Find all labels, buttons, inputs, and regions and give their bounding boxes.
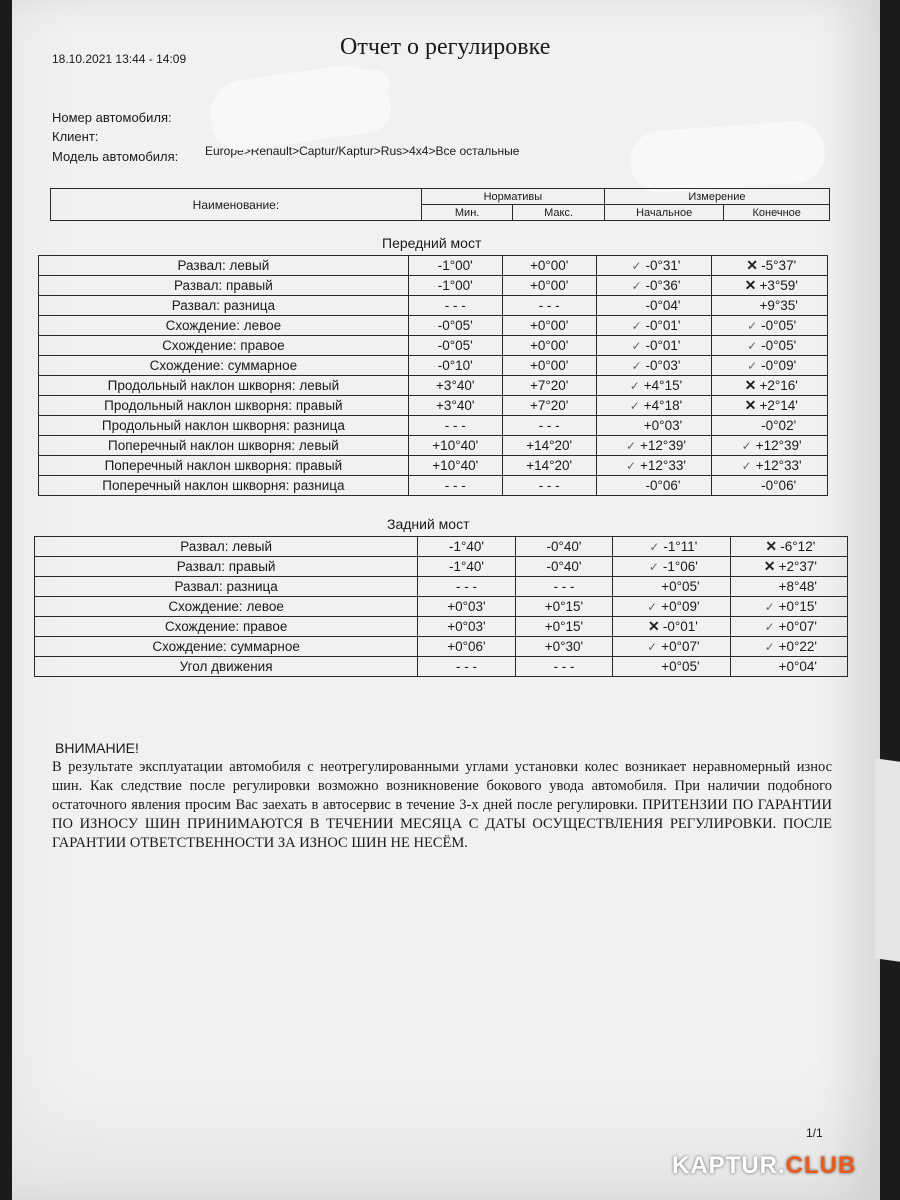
norm-max-text: +14°20'	[526, 458, 573, 473]
parameter-name	[39, 316, 409, 336]
norm-min	[408, 376, 502, 396]
table-row	[39, 276, 828, 296]
check-icon: ✓	[647, 640, 658, 654]
measure-final	[730, 637, 847, 657]
parameter-name-text: Схождение: правое	[164, 619, 288, 634]
table-row	[39, 376, 828, 396]
header-name: Наименование:	[51, 189, 422, 221]
norm-max	[515, 637, 613, 657]
parameter-name	[35, 557, 418, 577]
measure-final	[730, 597, 847, 617]
measure-final-text: +12°39'	[755, 438, 802, 453]
header-final: Конечное	[724, 205, 830, 221]
table-row	[35, 597, 848, 617]
table-row	[35, 657, 848, 677]
measure-final-text: +2°37'	[778, 559, 817, 574]
norm-min	[408, 276, 502, 296]
parameter-name-text: Развал: правый	[176, 559, 276, 574]
norm-min	[408, 316, 502, 336]
check-icon: ✓	[741, 439, 752, 453]
table-row	[39, 316, 828, 336]
norm-min-text: +3°40'	[436, 398, 475, 413]
table-row	[35, 617, 848, 637]
norm-max-text: - - -	[553, 659, 575, 674]
measure-initial	[596, 256, 712, 276]
norm-max	[502, 356, 596, 376]
norm-max	[502, 456, 596, 476]
parameter-name	[39, 356, 409, 376]
check-icon: ✓	[747, 339, 758, 353]
parameter-name-text: Продольный наклон шкворня: левый	[107, 378, 340, 393]
parameter-name	[35, 617, 418, 637]
measure-final-text: +0°07'	[778, 619, 817, 634]
measure-initial	[613, 537, 730, 557]
measure-initial	[613, 597, 730, 617]
parameter-name-text: Развал: левый	[180, 539, 272, 554]
measure-final	[712, 416, 828, 436]
norm-max	[502, 376, 596, 396]
norm-max-text: +0°30'	[544, 639, 584, 654]
parameter-name	[35, 637, 418, 657]
client-label: Клиент:	[52, 129, 99, 144]
measure-initial-text: -0°01'	[645, 318, 681, 333]
norm-max	[502, 296, 596, 316]
check-icon: ✓	[647, 600, 658, 614]
measure-initial-text: -0°03'	[645, 358, 681, 373]
measure-initial	[613, 577, 730, 597]
parameter-name	[39, 256, 409, 276]
measure-final	[730, 557, 847, 577]
norm-min-text: -1°00'	[437, 278, 473, 293]
model-value: Europe>Renault>Captur/Kaptur>Rus>4x4>Все остальные	[205, 144, 520, 158]
measure-initial	[596, 396, 712, 416]
norm-max	[502, 476, 596, 496]
measure-initial	[613, 557, 730, 577]
norm-max-text: +0°15'	[544, 599, 584, 614]
measure-initial-text: +4°15'	[643, 378, 683, 393]
norm-min	[418, 597, 516, 617]
measure-final	[712, 436, 828, 456]
norm-min	[408, 436, 502, 456]
measure-final-text: -6°12'	[780, 539, 816, 554]
table-row	[39, 456, 828, 476]
measure-initial-text: +4°18'	[643, 398, 683, 413]
cross-icon: ✕	[746, 257, 759, 273]
norm-max	[502, 416, 596, 436]
norm-max	[515, 617, 613, 637]
plate-label: Номер автомобиля:	[52, 110, 172, 125]
measure-final-text: -5°37'	[761, 258, 797, 273]
parameter-name-text: Развал: разница	[171, 298, 276, 313]
check-icon: ✓	[747, 319, 758, 333]
norm-min-text: +0°06'	[447, 639, 486, 654]
parameter-name	[39, 376, 409, 396]
norm-min	[408, 476, 502, 496]
norm-max-text: - - -	[538, 418, 560, 433]
measure-initial	[596, 376, 712, 396]
norm-max	[502, 316, 596, 336]
table-row	[35, 577, 848, 597]
norm-min-text: -1°40'	[448, 559, 484, 574]
parameter-name-text: Поперечный наклон шкворня: разница	[102, 478, 345, 493]
norm-min-text: -1°00'	[437, 258, 473, 273]
norm-max	[515, 537, 613, 557]
measure-final-text: +2°14'	[759, 398, 798, 413]
measure-final-text: -0°05'	[761, 318, 797, 333]
norm-min-text: - - -	[444, 478, 466, 493]
norm-min	[408, 456, 502, 476]
measure-final	[712, 356, 828, 376]
watermark-accent: CLUB	[785, 1152, 857, 1179]
header-initial: Начальное	[604, 205, 724, 221]
measure-initial-text: -0°36'	[645, 278, 681, 293]
norm-min-text: - - -	[444, 418, 466, 433]
norm-min-text: +10°40'	[432, 438, 479, 453]
measure-initial-text: -1°11'	[663, 539, 698, 554]
table-row	[35, 557, 848, 577]
warning-body: В результате эксплуатации автомобиля с неотрегулированными углами установки колес возникает неравномерный износ шин. Как следствие после регулировки возможно возникновение бокового увода автомобиля. При наличии подобного остаточного явления просим Вас заехать в автосервис в течение 3-х дней после регулировки. ПРИТЕНЗИИ ПО ГАРАНТИИ ПО ИЗНОСУ ШИН ПРИНИМАЮТСЯ В ТЕЧЕНИИ МЕСЯЦА С ДАТЫ ОСУЩЕСТВЛЕНИЯ РЕГУЛИРОВКИ. ПОСЛЕ ГАРАНТИИ ОТВЕТСТВЕННОСТИ ЗА ИЗНОС ШИН НЕ НЕСЁМ.	[52, 759, 832, 851]
parameter-name-text: Развал: разница	[174, 579, 278, 594]
norm-min	[418, 617, 516, 637]
norm-min	[408, 416, 502, 436]
measure-initial-text: +0°05'	[661, 659, 700, 674]
norm-min-text: -0°05'	[437, 338, 473, 353]
front-axle-table	[38, 255, 828, 496]
table-row	[35, 537, 848, 557]
norm-max-text: - - -	[538, 478, 560, 493]
parameter-name-text: Схождение: суммарное	[152, 639, 300, 654]
check-icon: ✓	[631, 359, 642, 373]
cross-icon: ✕	[765, 538, 778, 554]
norm-max	[515, 597, 613, 617]
measure-final	[730, 617, 847, 637]
parameter-name	[39, 476, 409, 496]
norm-min-text: -0°05'	[437, 318, 473, 333]
measure-initial-text: -1°06'	[662, 559, 698, 574]
norm-min	[408, 296, 502, 316]
parameter-name-text: Поперечный наклон шкворня: левый	[108, 438, 339, 453]
header-min: Мин.	[421, 205, 512, 221]
norm-min-text: - - -	[455, 659, 477, 674]
check-icon: ✓	[626, 439, 637, 453]
norm-min-text: - - -	[455, 579, 477, 594]
cross-icon: ✕	[744, 397, 757, 413]
measure-final-text: +2°16'	[759, 378, 798, 393]
measure-final-text: +8°48'	[778, 579, 817, 594]
measure-final	[712, 296, 828, 316]
measure-final	[730, 537, 847, 557]
measure-final-text: +0°22'	[778, 639, 817, 654]
table-row	[39, 396, 828, 416]
parameter-name-text: Угол движения	[179, 659, 273, 674]
measure-final-text: +12°33'	[755, 458, 802, 473]
norm-min-text: +10°40'	[432, 458, 479, 473]
norm-min	[418, 537, 516, 557]
check-icon: ✓	[764, 640, 775, 654]
parameter-name-text: Схождение: суммарное	[149, 358, 298, 373]
parameter-name-text: Схождение: левое	[165, 318, 282, 333]
parameter-name-text: Схождение: правое	[162, 338, 285, 353]
measure-initial	[596, 456, 712, 476]
cross-icon: ✕	[648, 618, 660, 634]
check-icon: ✓	[626, 459, 637, 473]
check-icon: ✓	[631, 279, 642, 293]
norm-max-text: +0°00'	[529, 258, 569, 273]
norm-max-text: +7°20'	[529, 398, 569, 413]
norm-min	[418, 557, 516, 577]
norm-min	[418, 577, 516, 597]
cross-icon: ✕	[744, 277, 757, 293]
site-watermark	[672, 1152, 856, 1180]
parameter-name-text: Продольный наклон шкворня: правый	[104, 398, 343, 413]
measure-initial-text: -0°31'	[645, 258, 681, 273]
norm-min-text: +3°40'	[436, 378, 475, 393]
norm-max	[502, 256, 596, 276]
measure-final	[712, 336, 828, 356]
measure-final-text: -0°05'	[761, 338, 797, 353]
measure-final	[730, 657, 847, 677]
measure-final	[712, 396, 828, 416]
norm-max	[515, 557, 613, 577]
parameter-name	[35, 537, 418, 557]
rear-axle-title: Задний мост	[387, 516, 470, 532]
check-icon: ✓	[629, 379, 640, 393]
norm-max-text: +0°00'	[529, 338, 569, 353]
norm-max	[502, 336, 596, 356]
norm-max-text: +0°00'	[529, 318, 569, 333]
rear-axle-table	[34, 536, 848, 677]
norm-min	[418, 637, 516, 657]
norm-max-text: -0°40'	[546, 539, 582, 554]
parameter-name	[35, 597, 418, 617]
check-icon: ✓	[648, 560, 659, 574]
parameter-name-text: Схождение: левое	[168, 599, 284, 614]
norm-max-text: +0°00'	[529, 358, 569, 373]
measure-initial	[613, 637, 730, 657]
table-row	[39, 356, 828, 376]
report-title: Отчет о регулировке	[340, 34, 551, 60]
measure-initial	[613, 657, 730, 677]
table-row	[39, 416, 828, 436]
norm-max-text: +7°20'	[529, 378, 569, 393]
norm-min	[408, 256, 502, 276]
parameter-name-text: Продольный наклон шкворня: разница	[101, 418, 345, 433]
norm-max	[502, 436, 596, 456]
norm-max	[515, 577, 613, 597]
parameter-name-text: Развал: левый	[177, 258, 270, 273]
measure-final	[712, 476, 828, 496]
check-icon: ✓	[631, 319, 642, 333]
parameter-name	[39, 396, 409, 416]
parameter-name	[35, 577, 418, 597]
measure-initial	[596, 436, 712, 456]
column-header-table	[50, 188, 830, 221]
table-row	[39, 256, 828, 276]
measure-final	[712, 276, 828, 296]
table-row	[39, 436, 828, 456]
measure-final	[712, 316, 828, 336]
front-axle-title: Передний мост	[382, 235, 482, 251]
watermark-main: KAPTUR.	[672, 1152, 786, 1179]
norm-max-text: - - -	[553, 579, 575, 594]
norm-min	[408, 356, 502, 376]
measure-initial	[596, 296, 712, 316]
parameter-name	[39, 276, 409, 296]
norm-max	[502, 276, 596, 296]
check-icon: ✓	[764, 600, 775, 614]
measure-initial-text: +0°07'	[661, 639, 700, 654]
norm-min	[408, 336, 502, 356]
cross-icon: ✕	[763, 558, 776, 574]
header-norms: Нормативы	[421, 189, 604, 205]
measure-final-text: -0°06'	[761, 478, 797, 493]
page-number: 1/1	[806, 1126, 823, 1140]
measure-initial	[596, 276, 712, 296]
norm-max	[515, 657, 613, 677]
parameter-name	[39, 436, 409, 456]
measure-initial-text: -0°06'	[645, 478, 681, 493]
measure-initial-text: +12°33'	[640, 458, 686, 473]
measure-final	[730, 577, 847, 597]
redaction-mark	[300, 70, 390, 100]
norm-min-text: +0°03'	[447, 599, 486, 614]
check-icon: ✓	[747, 359, 758, 373]
measure-initial-text: -0°01'	[645, 338, 681, 353]
measure-initial	[596, 336, 712, 356]
norm-max-text: - - -	[538, 298, 560, 313]
cross-icon: ✕	[744, 377, 757, 393]
parameter-name-text: Поперечный наклон шкворня: правый	[104, 458, 343, 473]
table-row	[39, 336, 828, 356]
norm-max-text: +0°00'	[529, 278, 569, 293]
measure-initial-text: -0°04'	[645, 298, 681, 313]
norm-min-text: +0°03'	[447, 619, 486, 634]
measure-final-text: +0°04'	[778, 659, 817, 674]
report-datetime: 18.10.2021 13:44 - 14:09	[52, 52, 187, 66]
parameter-name	[39, 336, 409, 356]
measure-final-text: +3°59'	[759, 278, 798, 293]
measure-initial	[596, 476, 712, 496]
measure-initial	[596, 356, 712, 376]
background-sheet	[875, 758, 900, 962]
measure-final	[712, 256, 828, 276]
model-label: Модель автомобиля:	[52, 149, 179, 164]
check-icon: ✓	[631, 339, 642, 353]
measure-final	[712, 456, 828, 476]
check-icon: ✓	[631, 259, 642, 273]
norm-min-text: -1°40'	[448, 539, 484, 554]
table-row	[35, 637, 848, 657]
norm-max-text: +0°15'	[544, 619, 584, 634]
norm-min-text: -0°10'	[437, 358, 473, 373]
measure-final-text: -0°09'	[761, 358, 797, 373]
parameter-name-text: Развал: правый	[174, 278, 273, 293]
measure-final-text: +9°35'	[759, 298, 798, 313]
header-max: Макс.	[513, 205, 604, 221]
check-icon: ✓	[741, 459, 752, 473]
measure-initial-text: +12°39'	[640, 438, 686, 453]
measure-initial-text: +0°03'	[643, 418, 683, 433]
norm-min	[408, 396, 502, 416]
measure-final-text: +0°15'	[778, 599, 817, 614]
measure-initial	[596, 416, 712, 436]
measure-initial-text: +0°09'	[661, 599, 700, 614]
measure-initial	[613, 617, 730, 637]
norm-min	[418, 657, 516, 677]
check-icon: ✓	[764, 620, 775, 634]
parameter-name	[39, 416, 409, 436]
parameter-name	[35, 657, 418, 677]
norm-min-text: - - -	[444, 298, 466, 313]
header-measurement: Измерение	[604, 189, 829, 205]
measure-final-text: -0°02'	[761, 418, 797, 433]
norm-max-text: +14°20'	[526, 438, 573, 453]
parameter-name	[39, 456, 409, 476]
table-row	[39, 296, 828, 316]
norm-max-text: -0°40'	[546, 559, 582, 574]
parameter-name	[39, 296, 409, 316]
warning-title: ВНИМАНИЕ!	[55, 740, 139, 756]
measure-initial-text: -0°01'	[662, 619, 698, 634]
check-icon: ✓	[649, 540, 660, 554]
measure-initial-text: +0°05'	[661, 579, 700, 594]
check-icon: ✓	[629, 399, 640, 413]
measure-final	[712, 376, 828, 396]
norm-max	[502, 396, 596, 416]
measure-initial	[596, 316, 712, 336]
table-row	[39, 476, 828, 496]
